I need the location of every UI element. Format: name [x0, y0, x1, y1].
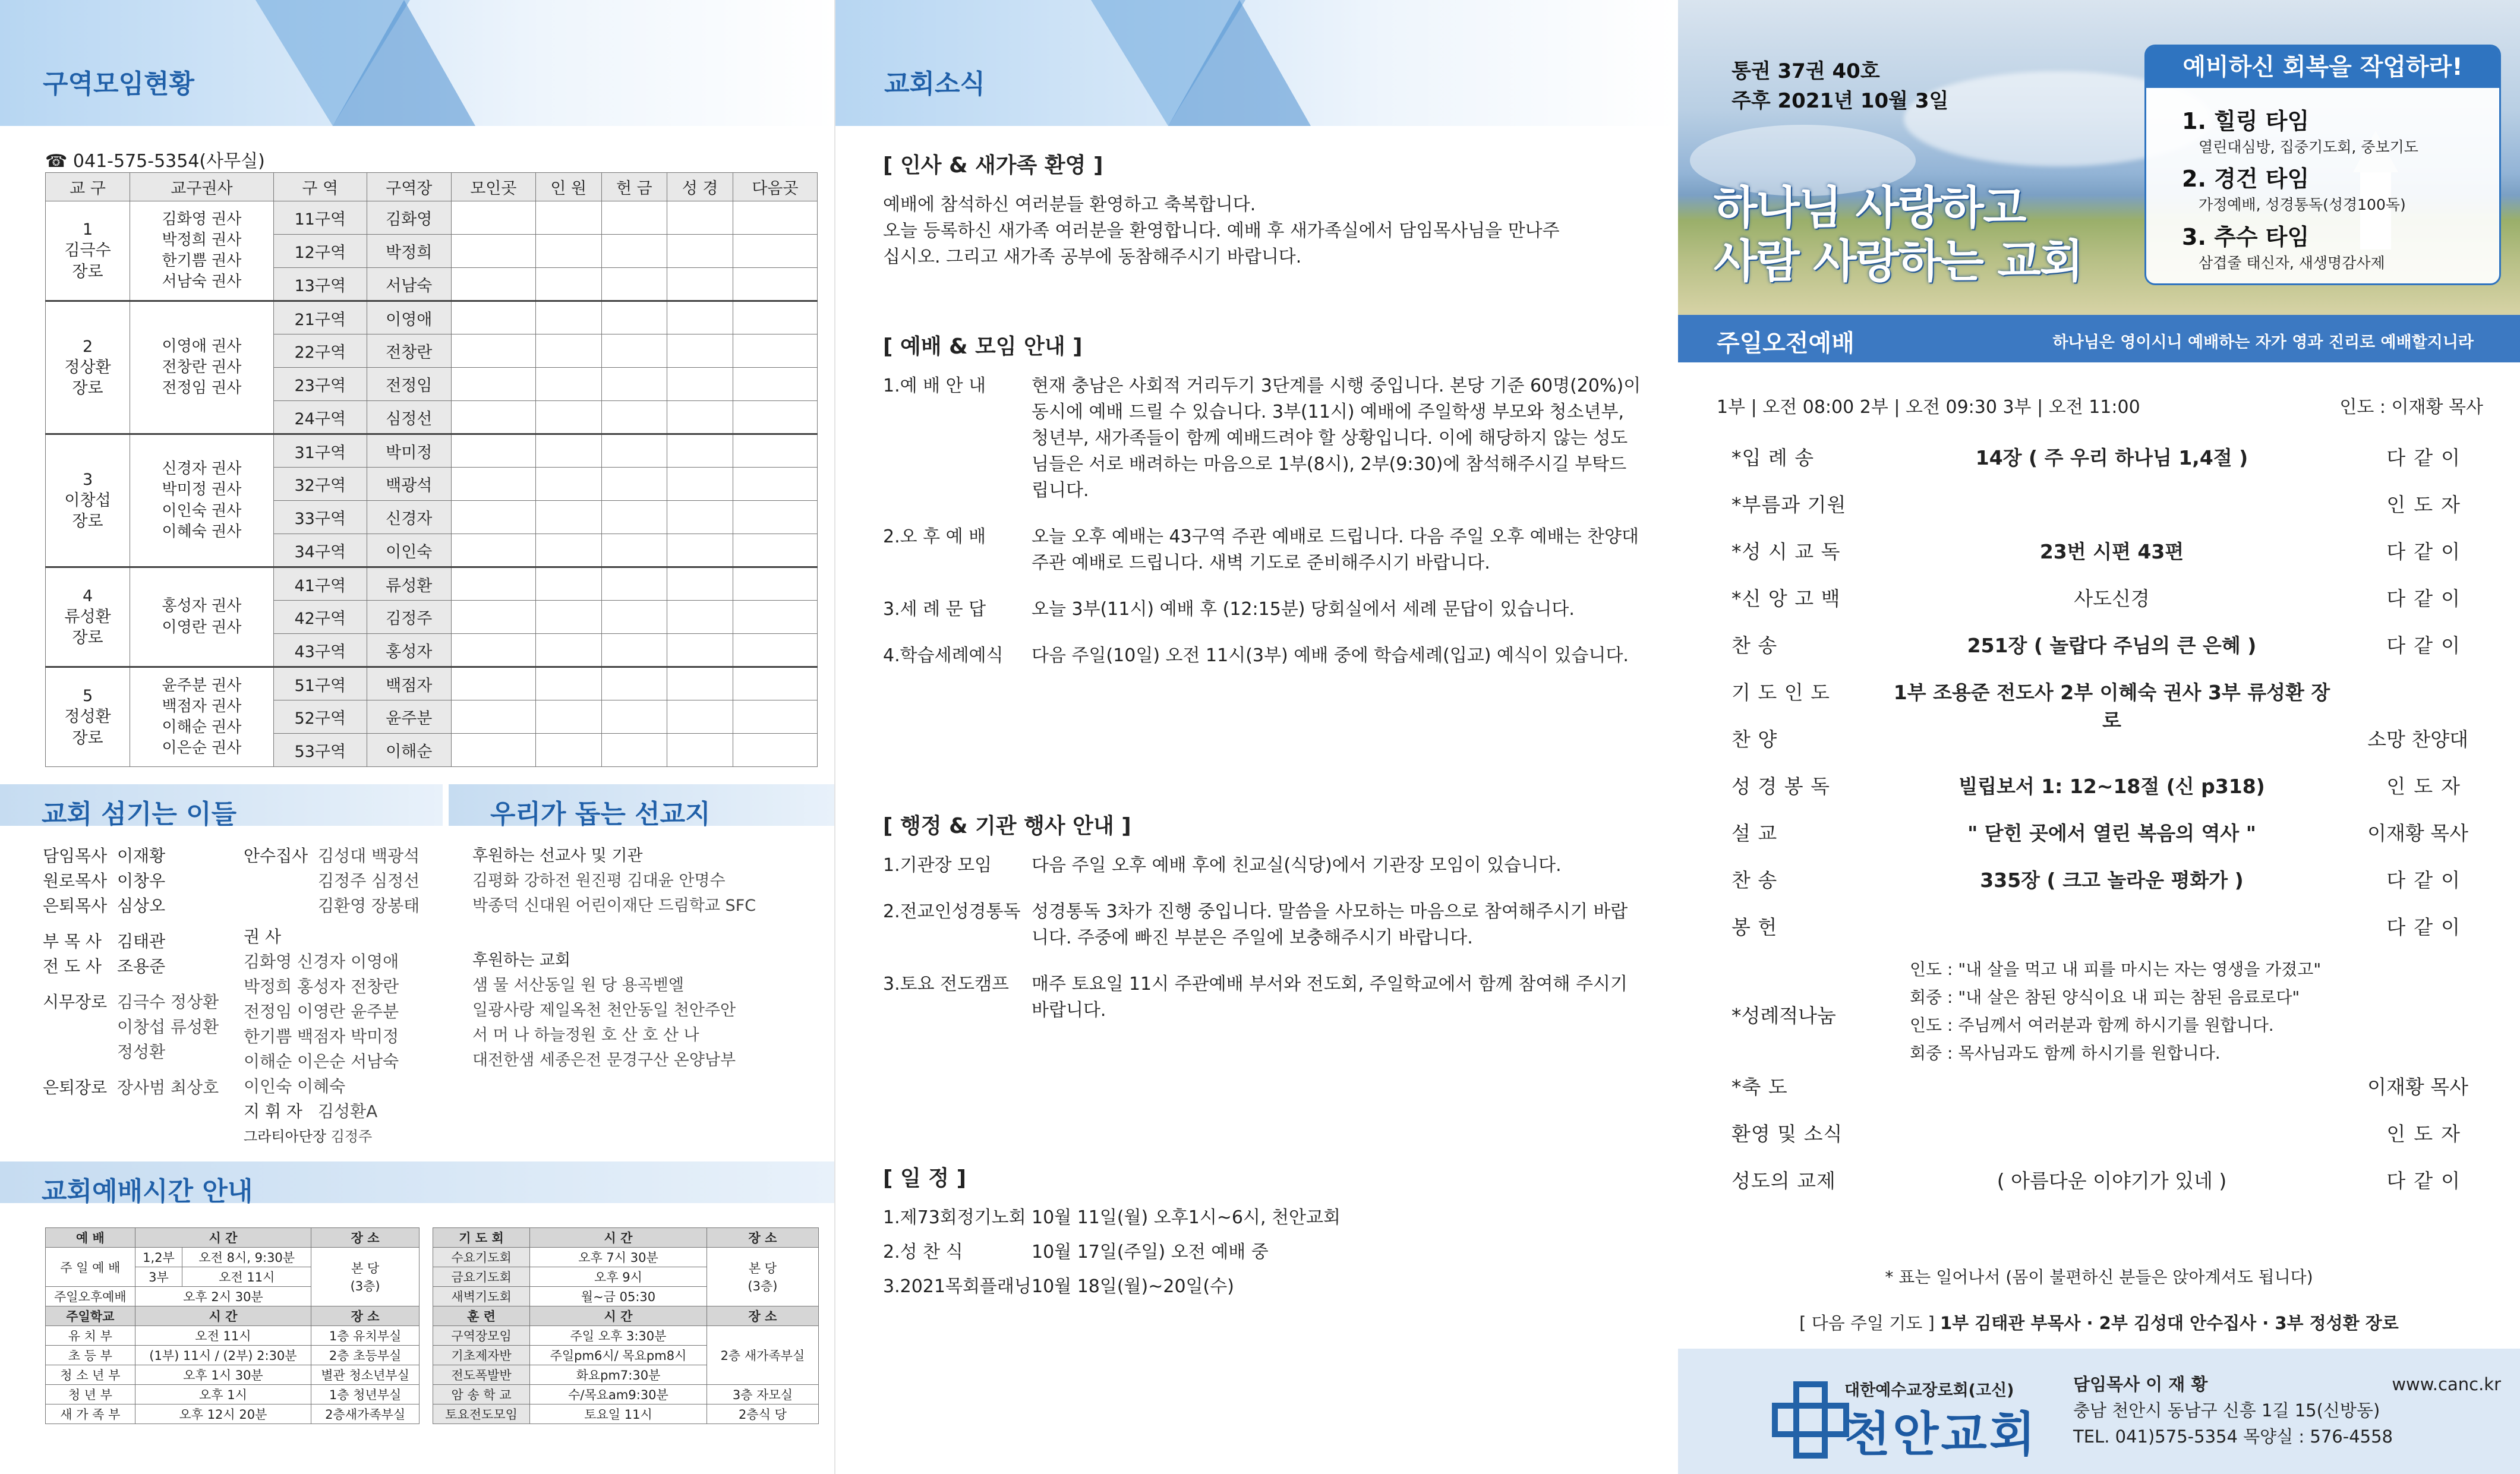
cell-leader: 홍성자 [367, 634, 451, 667]
order-item: 찬 양 [1731, 728, 1778, 751]
news-item-label: 2.성 찬 식 [883, 1242, 963, 1262]
cell-leader: 전정임 [367, 368, 451, 401]
district-name: 2 정상환 장로 [46, 301, 130, 434]
table-row [46, 201, 818, 235]
cell-empty [601, 734, 667, 767]
communion-label: *성례적나눔 [1731, 1004, 1836, 1027]
cell-empty [535, 368, 601, 401]
cell-district: 41구역 [273, 567, 367, 601]
district-leaders: 신경자 권사 박미정 권사 이인숙 권사 이혜숙 권사 [130, 434, 274, 567]
order-leader: 이재황 목사 [2367, 822, 2468, 845]
order-leader: 소망 찬양대 [2367, 728, 2468, 751]
cell-empty [667, 501, 733, 534]
schedule-table-left: 예 배 시 간 장 소 주 일 예 배 1,2부 오전 8시, 9:30분 본 당 (3층) 3부 오전 11시 주일오후예배 오후 2시 30분 주일학교 시 간 장 소 유 치 부 오전 11시 1층 유치부실 초 등 부 (1부) 11시 / (2부) 2:30분 2층 초등부실 청 소 년 부 오후 1시 30분 별관 청소년부실 청 년 부 오후 1시 1층 청년부실 새 가 족 부 오후 12시 20분 2층새가족부실 [45, 1227, 420, 1424]
cell-empty [667, 201, 733, 235]
cell-empty [451, 301, 535, 334]
cell-empty [601, 201, 667, 235]
cell-empty [667, 734, 733, 767]
cell-empty [535, 434, 601, 468]
worship-order [1731, 443, 2480, 1213]
cell-leader: 서남숙 [367, 268, 451, 301]
order-item: *성 시 교 독 [1731, 540, 1841, 563]
order-leader: 인도자 [2386, 1122, 2468, 1145]
order-item: 찬 송 [1731, 634, 1778, 657]
section-title: 교회소식 [884, 69, 986, 99]
cell-empty [601, 401, 667, 434]
service-title-bar: 주일오전예배 하나님은 영이시니 예배하는 자가 영과 진리로 예배할지니라 [1678, 315, 2520, 362]
cell-empty [733, 268, 817, 301]
table-row [46, 301, 818, 334]
cell-empty [733, 734, 817, 767]
cell-empty [451, 634, 535, 667]
cell-empty [535, 468, 601, 501]
news-item-label: 1.기관장 모임 [883, 855, 992, 876]
cell-empty [535, 334, 601, 368]
cell-district: 33구역 [273, 501, 367, 534]
order-row [1731, 1166, 2480, 1213]
order-content: 1부 조용준 전도사 2부 이혜숙 권사 3부 류성환 장로 [1893, 681, 2330, 732]
order-leader: 인도자 [2386, 493, 2468, 516]
news-item-label: 3.2021목회플래닝 [883, 1276, 1032, 1297]
column-header: 교 구 [46, 173, 130, 201]
order-row [1731, 490, 2480, 536]
cell-empty [535, 268, 601, 301]
order-leader: 인도자 [2386, 775, 2468, 798]
order-item: *축 도 [1731, 1075, 1788, 1099]
news-item-text: 오늘 오후 예배는 43구역 주관 예배로 드립니다. 다음 주일 오후 예배는 찬양대 주관 예배로 드립니다. 새벽 기도로 준비해주시기 바랍니다. [1032, 526, 1639, 573]
schedule-section: [ 일 정 ] 1.제73회정기노회 10월 11일(월) 오후1시~6시, 천안교회 2.성 찬 식 10월 17일(주일) 오전 예배 중 3.2021목회플래닝 10월 18일(월)~20일(수) [883, 1161, 1644, 1308]
cell-empty [667, 301, 733, 334]
cell-empty [601, 634, 667, 667]
news-item [883, 524, 1644, 576]
cell-empty [601, 700, 667, 734]
cell-empty [535, 534, 601, 567]
order-row [1731, 818, 2480, 865]
order-leader: 다같이 [2386, 446, 2468, 469]
news-item-label: 2.오 후 예 배 [883, 526, 986, 547]
news-item [883, 1205, 1644, 1231]
order-leader: 다같이 [2386, 540, 2468, 563]
cell-leader: 윤주분 [367, 700, 451, 734]
cell-empty [733, 601, 817, 634]
cell-empty [535, 301, 601, 334]
news-item-text: 성경통독 3차가 진행 중입니다. 말씀을 사모하는 마음으로 참여해주시기 바랍니다. 주중에 빠진 부분은 주일에 보충해주시기 바랍니다. [1032, 901, 1628, 948]
district-table [45, 172, 818, 767]
communion-line: 인도 : 주님께서 여러분과 함께 하시기를 원합니다. [1910, 1015, 2274, 1035]
order-item: 성 경 봉 독 [1731, 775, 1830, 798]
hero-image [1678, 0, 2520, 315]
cell-empty [601, 468, 667, 501]
cell-leader: 김정주 [367, 601, 451, 634]
banner [0, 0, 834, 126]
order-row [1731, 1119, 2480, 1166]
servants-list-1: 담임목사 이재황 원로목사 이창우 은퇴목사 심상오 부 목 사 김태관 전 도 사 조용준 시무장로 김극수 정상환 이창섭 류성환 정성환 은퇴장로 장사범 최상호 [43, 844, 219, 1100]
order-leader: 다같이 [2386, 916, 2468, 939]
cell-leader: 백광석 [367, 468, 451, 501]
news-item [883, 853, 1644, 879]
cell-district: 22구역 [273, 334, 367, 368]
order-row [1731, 912, 2480, 959]
greeting-section: [ 인사 & 새가족 환영 ] 예배에 참석하신 여러분들 환영하고 축복합니다. 오늘 등록하신 새가족 여러분을 환영합니다. 예배 후 새가족실에서 담임목사님을 만나주 십시오. 그리고 새가족 공부에 동참해주시기 바랍니다. [883, 153, 1560, 267]
cell-leader: 신경자 [367, 501, 451, 534]
news-item-text: 오늘 3부(11시) 예배 후 (12:15분) 당회실에서 세례 문답이 있습니다. [1032, 599, 1575, 620]
order-row [1731, 771, 2480, 818]
cell-empty [451, 601, 535, 634]
cell-leader: 이영애 [367, 301, 451, 334]
district-leaders: 김화영 권사 박정희 권사 한기쁨 권사 서남숙 권사 [130, 201, 274, 301]
order-row [1731, 630, 2480, 677]
table-row [46, 667, 818, 700]
cell-empty [667, 667, 733, 700]
cell-empty [451, 534, 535, 567]
cell-empty [451, 667, 535, 700]
cell-empty [733, 235, 817, 268]
cell-empty [535, 201, 601, 235]
cell-district: 23구역 [273, 368, 367, 401]
column-header: 교구권사 [130, 173, 274, 201]
cell-empty [451, 501, 535, 534]
service-times: 1부 | 오전 08:00 2부 | 오전 09:30 3부 | 오전 11:00 인도 : 이재황 목사 [1717, 397, 2483, 418]
cell-empty [601, 601, 667, 634]
order-leader: 다같이 [2386, 1169, 2468, 1192]
news-item-text: 10월 11일(월) 오후1시~6시, 천안교회 [1032, 1207, 1341, 1228]
cell-empty [451, 334, 535, 368]
communion-section [1731, 959, 2480, 1072]
cell-empty [667, 468, 733, 501]
column-header: 구 역 [273, 173, 367, 201]
order-row [1731, 677, 2480, 732]
news-item-label: 1.제73회정기노회 [883, 1207, 1026, 1228]
news-item-label: 4.학습세례예식 [883, 645, 1004, 666]
district-leaders: 이영애 권사 전창란 권사 전정임 권사 [130, 301, 274, 434]
order-row [1731, 865, 2480, 912]
cell-empty [667, 268, 733, 301]
cell-empty [601, 501, 667, 534]
order-row [1731, 724, 2480, 771]
cell-empty [667, 401, 733, 434]
news-item [883, 1239, 1644, 1265]
district-leaders: 홍성자 권사 이영란 권사 [130, 567, 274, 667]
news-item-text: 10월 17일(주일) 오전 예배 중 [1032, 1242, 1269, 1262]
cell-district: 11구역 [273, 201, 367, 235]
cell-district: 32구역 [273, 468, 367, 501]
cell-district: 51구역 [273, 667, 367, 700]
panel-district-meetings [0, 0, 834, 1474]
church-name: 천안교회 [1844, 1407, 2038, 1462]
column-header: 다음곳 [733, 173, 817, 201]
cell-empty [535, 501, 601, 534]
issue-info: 통권 37권 40호 주후 2021년 10월 3일 [1731, 59, 1949, 113]
schedule-header: 교회예배시간 안내 [0, 1161, 834, 1203]
cell-leader: 전창란 [367, 334, 451, 368]
cell-empty [535, 235, 601, 268]
order-item: 설 교 [1731, 822, 1778, 845]
cell-empty [667, 601, 733, 634]
cell-empty [451, 268, 535, 301]
news-item-text: 현재 충남은 사회적 거리두기 3단계를 시행 중입니다. 본당 기준 60명(20%)이 동시에 예배 드릴 수 있습니다. 3부(11시) 예배에 주일학생 부모와 청소년부, 청년부, 새가족들이 함께 예배드려야 할 상황입니다. 이에 해당하지 않는 성도님들은 서로 배려하는 마음으로 1부(8시), 2부(9:30)에 참석해주시길 부탁드립니다. [1032, 375, 1641, 501]
standing-note: * 표는 일어나서 (몸이 불편하신 분들은 앉아계셔도 됩니다) [1885, 1267, 2313, 1287]
communion-line: 회중 : "내 살은 참된 양식이요 내 피는 참된 음료로다" [1910, 987, 2300, 1007]
order-content: 251장 ( 놀랍다 주님의 큰 은혜 ) [1967, 634, 2257, 657]
cell-district: 42구역 [273, 601, 367, 634]
cell-empty [451, 368, 535, 401]
order-content: 14장 ( 주 우리 하나님 1,4절 ) [1975, 446, 2248, 469]
order-item: 기 도 인 도 [1731, 681, 1830, 704]
cell-empty [451, 235, 535, 268]
cell-empty [733, 201, 817, 235]
cell-empty [733, 434, 817, 468]
cell-empty [733, 634, 817, 667]
communion-lines [1910, 955, 2321, 1067]
section-title: 구역모임현황 [43, 69, 195, 99]
cell-empty [733, 501, 817, 534]
cell-leader: 이해순 [367, 734, 451, 767]
district-name: 4 류성환 장로 [46, 567, 130, 667]
column-header: 구역장 [367, 173, 451, 201]
cell-empty [733, 567, 817, 601]
communion-line: 인도 : "내 살을 먹고 내 피를 마시는 자는 영생을 가졌고" [1910, 959, 2322, 979]
cell-leader: 김화영 [367, 201, 451, 235]
cell-leader: 백점자 [367, 667, 451, 700]
cell-empty [451, 434, 535, 468]
order-item: 성도의 교제 [1731, 1169, 1836, 1192]
news-item-text: 다음 주일 오후 예배 후에 친교실(식당)에서 기관장 모임이 있습니다. [1032, 855, 1562, 876]
cell-empty [535, 634, 601, 667]
cell-empty [451, 201, 535, 235]
cell-empty [535, 601, 601, 634]
cell-empty [535, 401, 601, 434]
order-content: 335장 ( 크고 놀라운 평화가 ) [1980, 869, 2244, 892]
cell-empty [667, 534, 733, 567]
cell-empty [451, 468, 535, 501]
cell-empty [733, 468, 817, 501]
banner [835, 0, 1678, 126]
denomination: 대한예수교장로회(고신) [1844, 1381, 2014, 1400]
cell-empty [733, 368, 817, 401]
order-row [1731, 583, 2480, 630]
order-content: " 닫힌 곳에서 열린 복음의 역사 " [1967, 822, 2256, 845]
order-row [1731, 1072, 2480, 1119]
cell-district: 31구역 [273, 434, 367, 468]
cell-empty [733, 401, 817, 434]
cell-empty [535, 700, 601, 734]
news-item [883, 1274, 1644, 1300]
order-item: *입 례 송 [1731, 446, 1815, 469]
news-item [883, 643, 1644, 669]
column-header: 성 경 [667, 173, 733, 201]
cell-empty [733, 301, 817, 334]
cell-district: 12구역 [273, 235, 367, 268]
cell-empty [733, 334, 817, 368]
order-item: *신 앙 고 백 [1731, 587, 1841, 610]
order-item: 찬 송 [1731, 869, 1778, 892]
order-content: 빌립보서 1: 12~18절 (신 p318) [1958, 775, 2265, 798]
table-row [46, 434, 818, 468]
schedule-table-right: 기 도 회 시 간 장 소 수요기도회 오후 7시 30분 본 당 (3층) 금요기도회 오후 9시 새벽기도회 월~금 05:30 훈 련 시 간 장 소 구역장모임 주일 오후 3:30분 2층 새가족부실 기초제자반 주일pm6시/ 목요pm8시 전도폭발반 화요pm7:30분 암 송 학 교 수/목요am9:30분 3층 자모실 토요전도모임 토요일 11시 2층식 당 [433, 1227, 819, 1424]
order-content: 사도신경 [2074, 587, 2150, 610]
missions-list: 후원하는 선교사 및 기관 김평화 강하전 원진평 김대윤 안명수 박종덕 신대원 어린이재단 드림학교 SFC 후원하는 교회 샘 물 서산동일 원 당 용곡벧엘 일광사랑 제일옥천 천안동일 천안주안 서 머 나 하늘정원 호 산 호 산 나 대전한샘 세종은전 문경구산 온양남부 [472, 847, 756, 1069]
column-header: 모인곳 [451, 173, 535, 201]
news-item [883, 373, 1644, 504]
cell-empty [667, 434, 733, 468]
cell-empty [601, 434, 667, 468]
office-phone: ☎ 041-575-5354(사무실) [45, 151, 265, 172]
cell-leader: 박미정 [367, 434, 451, 468]
cell-leader: 이인숙 [367, 534, 451, 567]
cell-empty [667, 634, 733, 667]
cell-empty [733, 534, 817, 567]
cell-empty [667, 334, 733, 368]
cell-district: 52구역 [273, 700, 367, 734]
order-row [1731, 443, 2480, 490]
order-item: 봉 헌 [1731, 916, 1778, 939]
emeritus-row: 원로목사 이창우 [43, 871, 166, 891]
cell-district: 34구역 [273, 534, 367, 567]
news-item-text: 다음 주일(10일) 오전 11시(3부) 예배 중에 학습세례(입교) 예식이 있습니다. [1032, 645, 1629, 666]
servants-list-2: 안수집사 김성대 백광석 김정주 심정선 김환영 장봉태 권 사 김화영 신경자 이영애 박정희 홍성자 전창란 전정임 이영란 윤주분 한기쁨 백점자 박미정 이해순 이은순 서남숙 이인숙 이혜숙 지 휘 자 김성환A 그라티아단장 김정주 [244, 846, 420, 1145]
news-item-text: 10월 18일(월)~20일(수) [1032, 1276, 1234, 1297]
pastor-row: 담임목사 이재황 [43, 846, 166, 866]
cell-empty [667, 567, 733, 601]
admin-section: [ 행정 & 기관 행사 안내 ] 1.기관장 모임 다음 주일 오후 예배 후에 친교실(식당)에서 기관장 모임이 있습니다. 2.전교인성경통독 성경통독 3차가 진행 중입니다. 말씀을 사모하는 마음으로 참여해주시기 바랍니다. 주중에 빠진 부분은 주일에 보충해주시기 바랍니다. 3.토요 전도캠프 매주 토요일 11시 주관예배 부서와 전도회, 주일학교에서 함께 참여해 주시기 바랍니다. [883, 809, 1644, 1044]
vision-box: 예비하신 회복을 작업하라! 1. 힐링 타임 열린대심방, 집중기도회, 중보기도 2. 경건 타임 가정예배, 성경통독(성경100독) 3. 추수 타임 삼겹줄 태신자, 새생명감사제 [2144, 45, 2501, 285]
cell-leader: 심정선 [367, 401, 451, 434]
order-row [1731, 536, 2480, 583]
news-item [883, 899, 1644, 951]
district-name: 3 이창섭 장로 [46, 434, 130, 567]
panel-worship-order [1678, 0, 2520, 1474]
news-item-text: 매주 토요일 11시 주관예배 부서와 전도회, 주일학교에서 함께 참여해 주시기 바랍니다. [1032, 974, 1628, 1021]
order-item: 환영 및 소식 [1731, 1122, 1843, 1145]
cell-empty [601, 368, 667, 401]
cell-empty [733, 667, 817, 700]
cell-empty [733, 700, 817, 734]
cell-empty [667, 368, 733, 401]
news-item [883, 971, 1644, 1024]
cell-leader: 박정희 [367, 235, 451, 268]
cell-empty [451, 734, 535, 767]
cell-empty [601, 268, 667, 301]
slogan: 하나님 사랑하고 사람 사랑하는 교회 [1714, 181, 2083, 288]
cell-empty [601, 534, 667, 567]
order-content: ( 아름다운 이야기가 있네 ) [1997, 1169, 2227, 1192]
order-leader: 다같이 [2386, 634, 2468, 657]
news-item-label: 3.세 례 문 답 [883, 599, 986, 620]
cell-district: 21구역 [273, 301, 367, 334]
news-item-label: 1.예 배 안 내 [883, 375, 986, 396]
servants-header: 교회 섬기는 이들 [0, 784, 443, 826]
order-item: *부름과 기원 [1731, 493, 1847, 516]
cell-district: 13구역 [273, 268, 367, 301]
cell-leader: 류성환 [367, 567, 451, 601]
column-header: 헌 금 [601, 173, 667, 201]
cell-empty [601, 567, 667, 601]
cell-empty [601, 235, 667, 268]
church-logo-icon [1772, 1381, 1837, 1447]
communion-line: 회중 : 목사님과도 함께 하시기를 원합니다. [1910, 1043, 2221, 1063]
cell-district: 43구역 [273, 634, 367, 667]
cell-empty [535, 567, 601, 601]
column-header: 인 원 [535, 173, 601, 201]
contact-info: 담임목사 이 재 황 www.canc.kr 충남 천안시 동남구 신흥 1길 15(신방동) TEL. 041)575-5354 목양실 : 576-4558 [2073, 1374, 2501, 1447]
cell-empty [451, 700, 535, 734]
order-leader: 다같이 [2386, 869, 2468, 892]
cell-empty [601, 667, 667, 700]
cell-empty [451, 401, 535, 434]
cell-empty [667, 235, 733, 268]
worship-section: [ 예배 & 모임 안내 ] 1.예 배 안 내 현재 충남은 사회적 거리두기 3단계를 시행 중입니다. 본당 기준 60명(20%)이 동시에 예배 드릴 수 있습니다. 3부(11시) 예배에 주일학생 부모와 청소년부, 청년부, 새가족들이 함께 예배드려야 할 상황입니다. 이에 해당하지 않는 성도님들은 서로 배려하는 마음으로 1부(8시), 2부(9:30)에 참석해주시길 부탁드립니다. 2.오 후 예 배 오늘 오후 예배는 43구역 주관 예배로 드립니다. 다음 주일 오후 예배는 찬양대 주관 예배로 드립니다. 새벽 기도로 준비해주시기 바랍니다. 3.세 례 문 답 오늘 3부(11시) 예배 후 (12:15분) 당회실에서 세례 문답이 있습니다. 4.학습세례예식 다음 주일(10일) 오전 11시(3부) 예배 중에 학습세례(입교) 예식이 있습니다. [883, 330, 1644, 689]
order-content: 23번 시편 43편 [2039, 540, 2184, 563]
news-item-label: 3.토요 전도캠프 [883, 974, 1010, 995]
cell-empty [535, 734, 601, 767]
next-week-prayer: [ 다음 주일 기도 ] 1부 김태관 부목사 · 2부 김성대 안수집사 · 3부 정성환 장로 [1799, 1313, 2399, 1333]
cell-empty [667, 700, 733, 734]
order-leader: 이재황 목사 [2367, 1075, 2468, 1099]
retired-row: 은퇴목사 심상오 [43, 896, 166, 916]
news-item [883, 596, 1644, 623]
cell-empty [601, 301, 667, 334]
order-leader: 다같이 [2386, 587, 2468, 610]
district-leaders: 윤주분 권사 백점자 권사 이해순 권사 이은순 권사 [130, 667, 274, 767]
cell-empty [451, 567, 535, 601]
missions-header: 우리가 돕는 선교지 [449, 784, 834, 826]
cell-empty [601, 334, 667, 368]
table-row [46, 567, 818, 601]
news-item-label: 2.전교인성경통독 [883, 901, 1021, 922]
district-name: 1 김극수 장로 [46, 201, 130, 301]
district-name: 5 정성환 장로 [46, 667, 130, 767]
cell-district: 24구역 [273, 401, 367, 434]
cell-empty [535, 667, 601, 700]
cell-district: 53구역 [273, 734, 367, 767]
panel-church-news [834, 0, 1678, 1474]
